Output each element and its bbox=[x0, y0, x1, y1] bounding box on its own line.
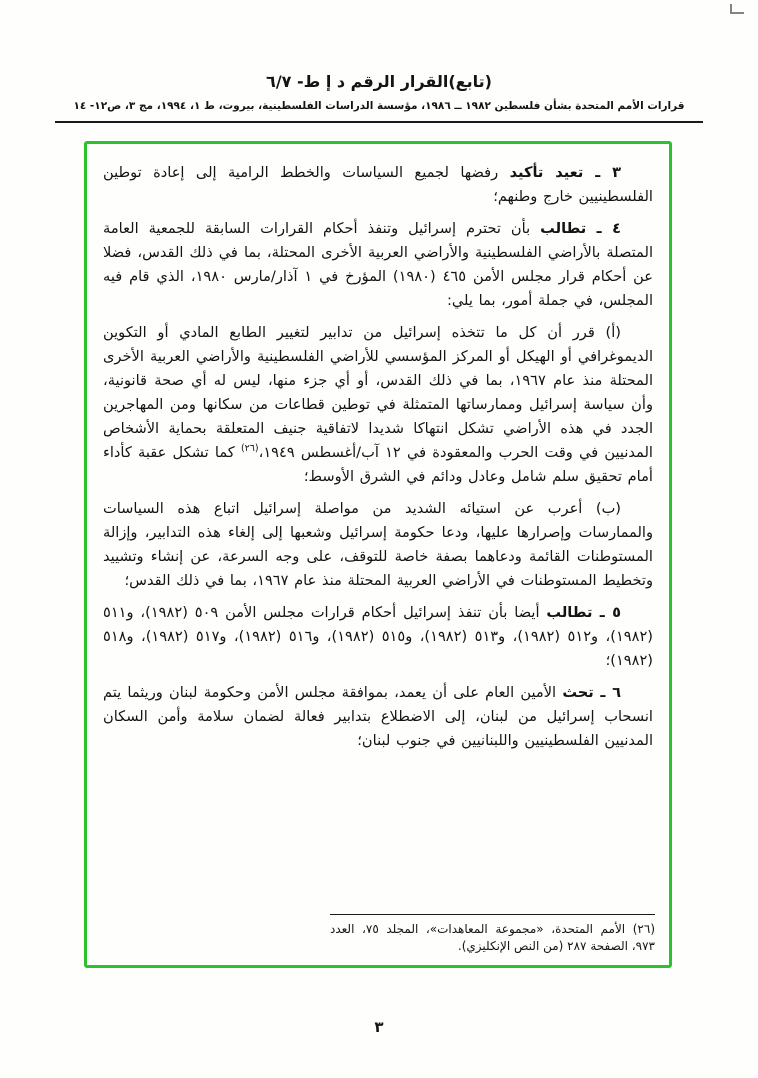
page-header bbox=[0, 72, 758, 112]
subparagraph-a bbox=[103, 321, 653, 489]
page-number: ٣ bbox=[374, 1018, 384, 1036]
subparagraph-a-text-continued: كما تشكل عقبة كأداء أمام تحقيق سلم شامل وعادل ودائم في الشرق الأوسط؛ bbox=[103, 444, 653, 485]
paragraph-6-text: الأمين العام على أن يعمد، بموافقة مجلس الأمن وحكومة لبنان وريثما يتم انسحاب إسرائيل من لبنان، إلى الاضطلاع بتدابير فعالة لضمان سلامة وأمن السكان المدنيين الفلسطينيين واللبنانيين في جنوب لبنان؛ bbox=[103, 684, 653, 749]
paragraph-6-number: ٦ ـ bbox=[593, 684, 621, 701]
footnote-divider bbox=[330, 914, 655, 915]
footnote-text bbox=[330, 921, 655, 955]
subparagraph-a-text: قرر أن كل ما تتخذه إسرائيل من تدابير لتغيير الطابع المادي أو التكوين الديموغرافي أو الهيكل أو المركز المؤسسي للأراضي الفلسطينية والأراضي العربية الأخرى المحتلة منذ عام ١٩٦٧، بما في ذلك القدس، أو أي جزء منها، ليس له أي صحة قانونية، وأن سياسة إسرائيل وممارساتها المتمثلة في توطين قطاعات من سكانها ومن المهاجرين الجدد في هذه الأراضي تشكل انتهاكا شديدا لاتفاقية جنيف المتعلقة بحماية الأشخاص المدنيين في وقت الحرب والمعقودة في ١٢ آب/أغسطس ١٩٤٩، bbox=[103, 324, 653, 461]
scan-artifact bbox=[730, 4, 744, 14]
paragraph-3 bbox=[103, 161, 653, 209]
subparagraph-a-number: (أ) bbox=[594, 324, 621, 341]
footnote-ref: (٢٦) bbox=[632, 922, 655, 936]
paragraph-4-lead: تطالب bbox=[540, 220, 587, 237]
paragraph-4-number: ٤ ـ bbox=[586, 220, 621, 237]
subparagraph-b bbox=[103, 497, 653, 593]
paragraph-5 bbox=[103, 601, 653, 673]
paragraph-5-lead: تطالب bbox=[546, 604, 593, 621]
paragraph-3-number: ٣ ـ bbox=[583, 164, 621, 181]
paragraph-6 bbox=[103, 681, 653, 753]
paragraph-5-text: أيضا بأن تنفذ إسرائيل أحكام قرارات مجلس الأمن ٥٠٩ (١٩٨٢)، و٥١١ (١٩٨٢)، و٥١٢ (١٩٨٢)، و٥١٣ (١٩٨٢)، و٥١٥ (١٩٨٢)، و٥١٦ (١٩٨٢)، و٥١٧ (١٩٨٢)، و٥١٨ (١٩٨٢)؛ bbox=[103, 604, 653, 669]
paragraph-4 bbox=[103, 217, 653, 313]
footnote-reference-mark: (٢٦) bbox=[240, 443, 259, 455]
footnote-body: الأمم المتحدة، «مجموعة المعاهدات»، المجلد ٧٥، العدد ٩٧٣، الصفحة ٢٨٧ (من النص الإنكليزي). bbox=[330, 922, 655, 953]
subparagraph-b-text: أعرب عن استيائه الشديد من مواصلة إسرائيل اتباع هذه السياسات والممارسات وإصرارها عليها، ودعا حكومة إسرائيل وشعبها إلى إلغاء هذه التدابير، وإزالة المستوطنات القائمة ودعاهما بصفة خاصة للتوقف، على وجه السرعة، عن إنشاء وتشييد وتخطيط المستوطنات في الأراضي العربية المحتلة منذ عام ١٩٦٧، بما في ذلك القدس؛ bbox=[103, 500, 653, 589]
resolution-title: (تابع)القرار الرقم د إ ط- ٦/٧ bbox=[266, 72, 492, 91]
header-divider bbox=[55, 121, 703, 123]
paragraph-4-text: بأن تحترم إسرائيل وتنفذ أحكام القرارات السابقة للجمعية العامة المتصلة بالأراضي الفلسطينية والأراضي العربية الأخرى المحتلة، بما في ذلك القدس، فضلا عن أحكام قرار مجلس الأمن ٤٦٥ (١٩٨٠) المؤرخ في ١ آذار/مارس ١٩٨٠، الذي قام فيه المجلس، في جملة أمور، بما يلي: bbox=[103, 220, 653, 309]
paragraph-6-lead: تحث bbox=[562, 684, 594, 701]
source-citation: قرارات الأمم المتحدة بشأن فلسطين ١٩٨٢ ــ ١٩٨٦، مؤسسة الدراسات الفلسطينية، بيروت، ط ١، ١٩٩٤، مج ٣، ص١٢- ١٤ bbox=[73, 100, 685, 112]
content-box bbox=[84, 141, 672, 968]
paragraph-3-lead: تعيد تأكيد bbox=[509, 164, 584, 181]
footnote bbox=[101, 914, 655, 955]
subparagraph-b-number: (ب) bbox=[582, 500, 621, 517]
paragraph-3-text: رفضها لجميع السياسات والخطط الرامية إلى إعادة توطين الفلسطينيين خارج وطنهم؛ bbox=[103, 164, 653, 205]
paragraph-5-number: ٥ ـ bbox=[592, 604, 621, 621]
